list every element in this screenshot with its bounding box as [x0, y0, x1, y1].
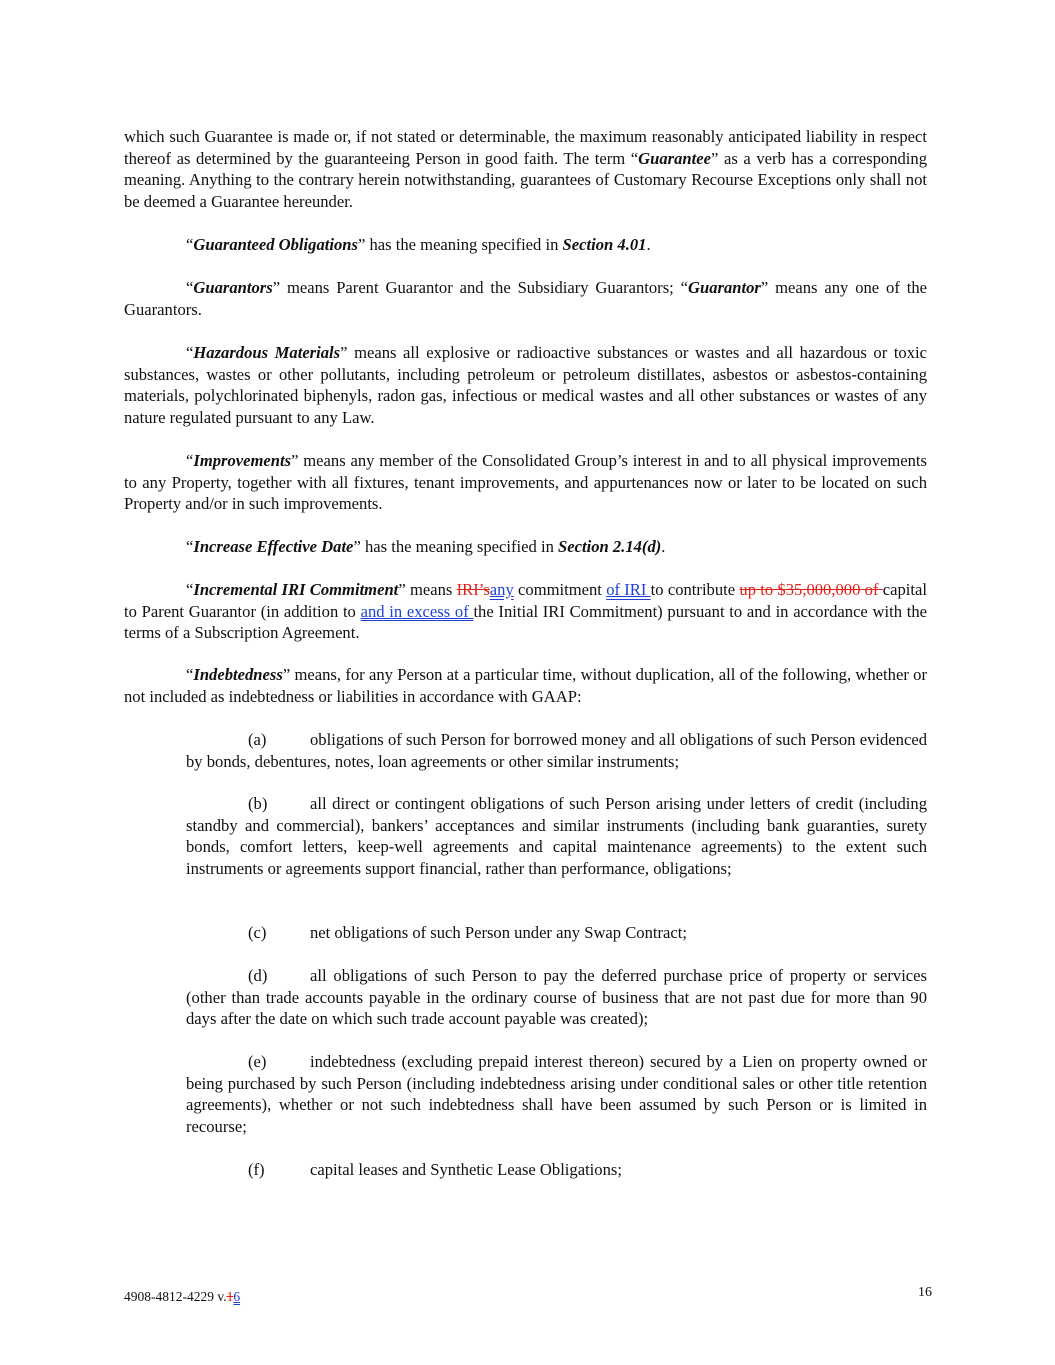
deleted-text: 1	[226, 1289, 234, 1304]
list-item-text: indebtedness (excluding prepaid interest thereon) secured by a Lien on property owned or being purchased by such Person (including indebtedness arising under conditional sales or other title retention agreements), whether or not such indebtedness shall have been assumed by such Person or is limited in recourse;	[186, 1052, 927, 1137]
list-item-e	[186, 1051, 927, 1138]
definition-increase-effective-date: “Increase Effective Date” has the meaning specified in Section 2.14(d).	[186, 537, 666, 556]
list-item-text: all obligations of such Person to pay the deferred purchase price of property or services (other than trade accounts payable in the ordinary course of business that are not past due for more than 90 days after the date on which such trade account payable was created);	[186, 966, 927, 1029]
definition-hazardous-materials: “Hazardous Materials” means all explosive or radioactive substances or wastes and all hazardous or toxic substances, wastes or other pollutants, including petroleum or petroleum distillates, asbestos or asbestos-containing materials, polychlorinated biphenyls, radon gas, infectious or medical wastes and all other substances or wastes of any nature regulated pursuant to any Law.	[124, 343, 927, 428]
inserted-text: and in excess of	[360, 601, 474, 621]
list-item-f	[186, 1159, 927, 1181]
defined-term: Indebtedness	[193, 665, 283, 684]
defined-term: Guarantors	[193, 278, 273, 297]
definition-indebtedness: “Indebtedness” means, for any Person at a particular time, without duplication, all of the following, whether or not included as indebtedness or liabilities in accordance with GAAP:	[124, 665, 927, 706]
defined-term: Guaranteed Obligations	[193, 235, 358, 254]
definition-incremental-iri-commitment: “Incremental IRI Commitment” means IRI’sany commitment of IRI to contribute up to $35,000,000 of capital to Parent Guarantor (in addition to and in excess of the Initial IRI Commitment) pursuant to and in accordance with the terms of a Subscription Agreement.	[124, 580, 927, 643]
definition-improvements: “Improvements” means any member of the Consolidated Group’s interest in and to all physical improvements to any Property, together with all fixtures, tenant improvements, and appurtenances now or later to be located on such Property and/or in such improvements.	[124, 451, 927, 514]
paragraph-text: ” as a verb has a corresponding meaning. Anything to the contrary herein notwithstanding, guarantees of Customary Recourse Exceptions only shall not be deemed a Guarantee hereunder.	[124, 148, 927, 212]
page-number: 16	[918, 1285, 932, 1300]
inserted-text: of IRI	[606, 580, 651, 599]
list-item-text: all direct or contingent obligations of such Person arising under letters of credit (including standby and commercial), bankers’ acceptances and similar instruments (including bank guaranties, surety bonds, comfort letters, keep-well agreements and capital maintenance agreements) to the extent such instruments or agreements support financial, rather than performance, obligations;	[186, 794, 927, 879]
definition-guaranteed-obligations: “Guaranteed Obligations” has the meaning specified in Section 4.01.	[186, 235, 651, 254]
list-item-b	[186, 793, 927, 880]
list-item-a	[186, 729, 927, 772]
inserted-text: 6	[233, 1289, 241, 1304]
list-item-text: net obligations of such Person under any Swap Contract;	[310, 923, 687, 942]
list-item-label: (a)	[248, 730, 267, 749]
defined-term: Guarantor	[688, 278, 761, 297]
defined-term: Guarantee	[638, 148, 712, 168]
list-item-label: (d)	[248, 966, 268, 985]
deleted-text: IRI’s	[456, 580, 490, 599]
footer-doc-id: 4908-4812-4229 v.16	[124, 1289, 241, 1304]
paragraph-guarantee-continued	[124, 126, 927, 213]
list-item-label: (f)	[248, 1160, 265, 1179]
list-item-text: obligations of such Person for borrowed money and all obligations of such Person evidenced by bonds, debentures, notes, loan agreements or other similar instruments;	[186, 730, 927, 771]
defined-term: Incremental IRI Commitment	[193, 580, 399, 599]
defined-term: Improvements	[193, 451, 292, 470]
list-item-c	[186, 922, 927, 944]
inserted-text: any	[489, 580, 514, 599]
list-item-label: (e)	[248, 1052, 267, 1071]
list-item-label: (c)	[248, 923, 267, 942]
defined-term: Hazardous Materials	[193, 343, 341, 362]
list-item-label: (b)	[248, 794, 268, 813]
defined-term: Increase Effective Date	[193, 537, 354, 556]
list-item-d	[186, 965, 927, 1030]
definition-guarantors: “Guarantors” means Parent Guarantor and the Subsidiary Guarantors; “Guarantor” means any one of the Guarantors.	[124, 278, 927, 319]
section-reference: Section 4.01	[562, 235, 647, 254]
deleted-text: up to $35,000,000 of	[739, 580, 883, 599]
list-item-text: capital leases and Synthetic Lease Obligations;	[310, 1160, 622, 1179]
section-reference: Section 2.14(d)	[558, 537, 662, 556]
paragraph-text: which such Guarantee is made or, if not stated or determinable, the maximum reasonably anticipated liability in respect thereof as determined by the guaranteeing Person in good faith. The term “	[124, 127, 927, 168]
